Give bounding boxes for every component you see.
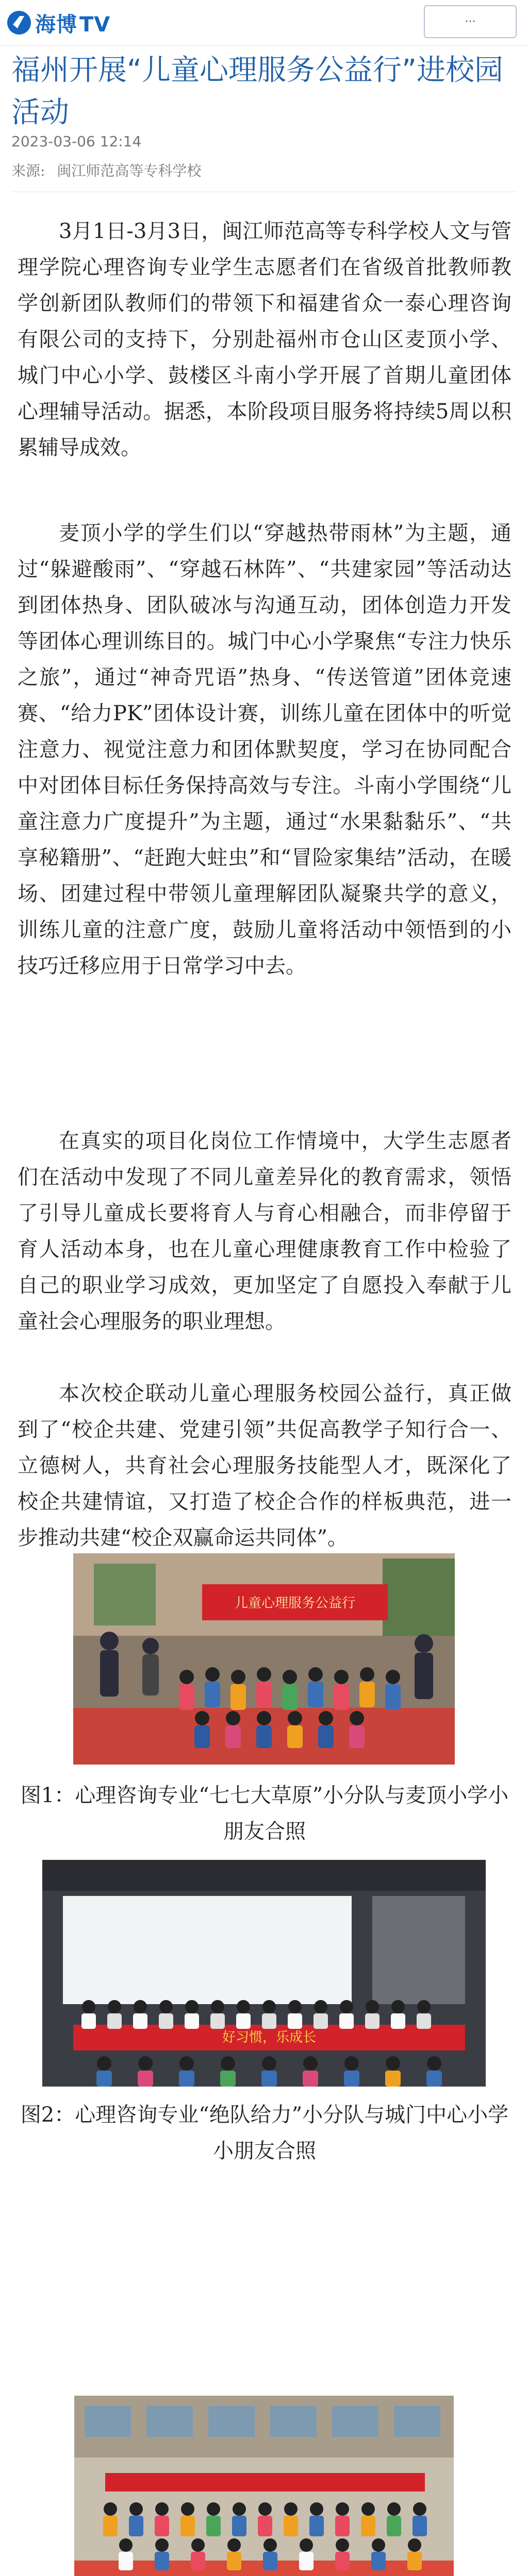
menu-button[interactable]: ···: [424, 5, 517, 38]
source-name: 闽江师范高等专科学校: [57, 162, 202, 179]
photo-1-caption: 图1：心理咨询专业“七七大草原”小分队与麦顶小学小朋友合照: [20, 1784, 509, 1843]
source-line: [11, 160, 201, 180]
photo-2[interactable]: [42, 1860, 486, 2087]
logo-icon: [7, 11, 31, 35]
photo-3[interactable]: [74, 2396, 454, 2576]
article-title: 福州开展“儿童心理服务公益行”进校园活动: [11, 54, 504, 129]
site-logo[interactable]: [7, 10, 110, 35]
photo-2-caption: 图2：心理咨询专业“绝队给力”小分队与城门中心小学小朋友合照: [20, 2103, 509, 2163]
logo-text: 海博 TV: [35, 12, 111, 37]
photo-1[interactable]: [73, 1553, 455, 1765]
article-paragraph-4: 本次校企联动儿童心理服务校园公益行，真正做到了“校企共建、党建引领”共促高教学子知行合一、立德树人，共育社会心理服务技能型人才，既深化了校企共建情谊，又打造了校企合作的样板典范，进一步推动共建“校企双赢命运共同体”。: [18, 1382, 512, 1550]
article-paragraph-3: 在真实的项目化岗位工作情境中，大学生志愿者们在活动中发现了不同儿童差异化的教育需求，领悟了引导儿童成长要将育人与育心相融合，而非停留于育人活动本身，也在儿童心理健康教育工作中检验了自己的职业学习成效，更加坚定了自愿投入奉献于儿童社会心理服务的职业理想。: [18, 1129, 512, 1333]
article-paragraph-1: 3月1日-3月3日，闽江师范高等专科学校人文与管理学院心理咨询专业学生志愿者们在省级首批教师教学创新团队教师们的带领下和福建省众一泰心理咨询有限公司的支持下，分别赴福州市仓山区麦顶小学、城门中心小学、鼓楼区斗南小学开展了首期儿童团体心理辅导活动。据悉，本阶段项目服务将持续5周以积累辅导成效。: [18, 219, 512, 460]
top-bar: [0, 0, 528, 46]
photo-1-banner: 儿童心理服务公益行: [234, 1596, 356, 1611]
group-photo-image: [73, 1553, 455, 1765]
publish-time: 2023-03-06 12:14: [11, 133, 142, 150]
group-photo-image: [42, 1860, 486, 2087]
source-label: 来源:: [11, 162, 45, 179]
group-photo-image: [74, 2396, 454, 2576]
article-paragraph-2: 麦顶小学的学生们以“穿越热带雨林”为主题，通过“躲避酸雨”、“穿越石林阵”、“共建家园”等活动达到团体热身、团队破冰与沟通互动，团体创造力开发等团体心理训练目的。城门中心小学聚焦“专注力快乐之旅”，通过“神奇咒语”热身、“传送管道”团体竞速赛、“给力PK”团体设计赛，训练儿童在团体中的听觉注意力、视觉注意力和团体默契度，学习在协同配合中对团体目标任务保持高效与专注。斗南小学围绕“儿童注意力广度提升”为主题，通过“水果黏黏乐”、“共享秘籍册”、“赶跑大蛀虫”和“冒险家集结”活动，在暖场、团建过程中带领儿童理解团队凝聚共学的意义，训练儿童的注意广度，鼓励儿童将活动中领悟到的小技巧迁移应用于日常学习中去。: [18, 521, 512, 978]
photo-2-banner: 好习惯，乐成长: [222, 2030, 317, 2045]
